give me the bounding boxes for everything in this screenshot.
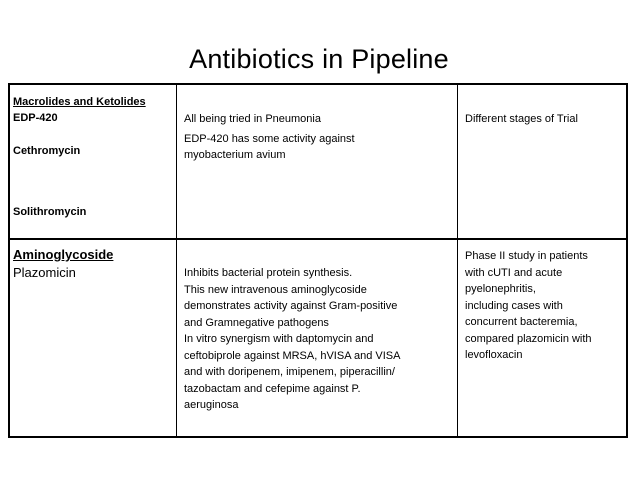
description-line: In vitro synergism with daptomycin and xyxy=(184,333,374,345)
description-line: EDP-420 has some activity against xyxy=(184,133,355,145)
description-line: demonstrates activity against Gram-positive xyxy=(184,300,398,312)
drug-name: Cethromycin xyxy=(13,145,81,157)
description-line: tazobactam and cefepime against P. xyxy=(184,382,361,395)
description-line: All being tried in Pneumonia xyxy=(184,113,321,125)
description-line: and Gramnegative pathogens xyxy=(184,316,329,329)
drug-name: EDP-420 xyxy=(13,112,58,124)
status-line: including cases with xyxy=(465,299,563,312)
description-line: This new intravenous aminoglycoside xyxy=(184,283,367,296)
status-line: pyelonephritis, xyxy=(465,283,536,295)
status-line: concurrent bacteremia, xyxy=(465,316,578,328)
description-line: aeruginosa xyxy=(184,399,239,411)
description-line: myobacterium avium xyxy=(184,149,286,161)
description-line: Inhibits bacterial protein synthesis. xyxy=(184,267,353,279)
column-divider xyxy=(176,85,177,436)
description-line: ceftobiprole against MRSA, hVISA and VISA xyxy=(184,349,401,362)
column-divider xyxy=(457,85,458,436)
drug-name: Plazomicin xyxy=(13,265,76,280)
status-line: Different stages of Trial xyxy=(465,113,578,125)
status-line: Phase II study in patients xyxy=(465,250,588,262)
status-line: levofloxacin xyxy=(465,349,523,361)
description-line: and with doripenem, imipenem, piperacillin/ xyxy=(184,366,395,378)
status-line: compared plazomicin with xyxy=(465,332,592,345)
slide-title: Antibiotics in Pipeline xyxy=(189,44,449,74)
drug-class-macrolides: Macrolides and Ketolides xyxy=(13,96,146,108)
row-divider xyxy=(10,238,626,240)
drug-name: Solithromycin xyxy=(13,206,87,218)
drug-class-aminoglycoside: Aminoglycoside xyxy=(13,247,114,262)
pipeline-table xyxy=(8,83,628,438)
status-line: with cUTI and acute xyxy=(465,266,563,279)
